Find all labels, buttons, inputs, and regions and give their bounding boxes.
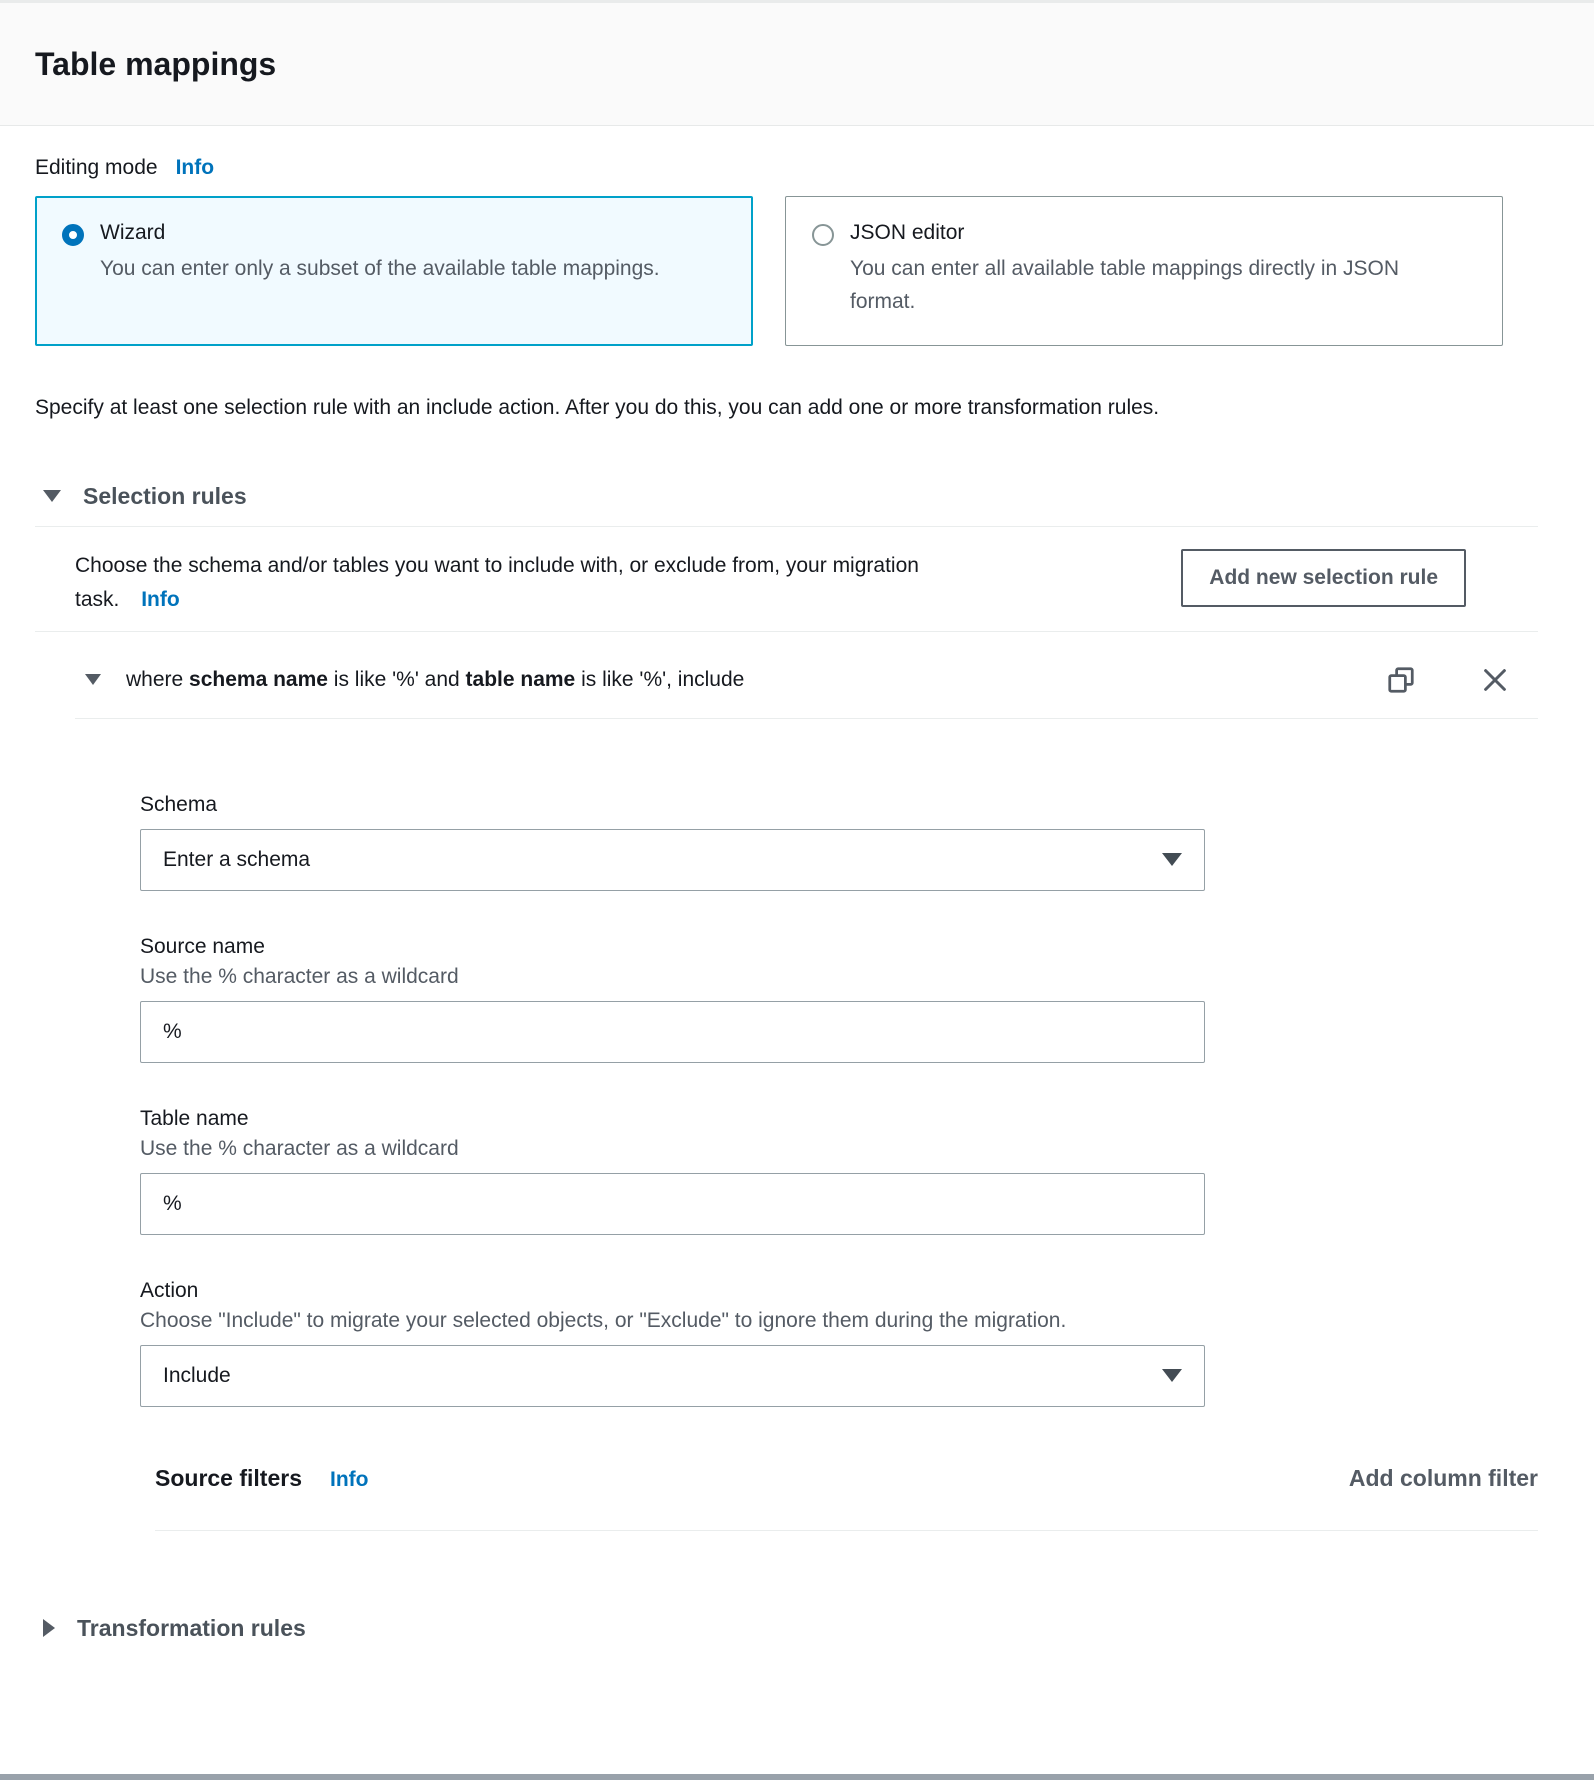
caret-down-icon [1162, 853, 1182, 866]
json-editor-radio[interactable] [812, 224, 834, 246]
action-label: Action [140, 1278, 199, 1302]
wizard-radio[interactable] [62, 224, 84, 246]
page-header [0, 0, 1594, 126]
source-filters-title: Source filters [155, 1464, 302, 1491]
editing-mode-info-link[interactable]: Info [175, 156, 215, 179]
rule-expand-chevron-down-icon[interactable] [85, 674, 101, 685]
divider [155, 1530, 1538, 1531]
selection-rules-info-link[interactable]: Info [141, 587, 180, 611]
radio-tile-json-editor[interactable] [785, 196, 1503, 346]
action-select-value: Include [163, 1363, 231, 1387]
selection-rules-intro-text: Specify at least one selection rule with an include action. After you do this, you can add one or more transformation rules. [35, 396, 1160, 419]
transformation-rules-title: Transformation rules [77, 1614, 306, 1641]
action-select[interactable] [140, 1345, 1205, 1407]
selection-rules-toolbar [75, 549, 1538, 617]
schema-select-value: Enter a schema [163, 847, 311, 871]
selection-rules-section-toggle[interactable] [43, 483, 1538, 510]
json-editor-option-label: JSON editor [850, 221, 965, 244]
editing-mode-options [35, 196, 1538, 346]
remove-rule-button[interactable] [1480, 665, 1510, 695]
action-hint: Choose "Include" to migrate your selected objects, or "Exclude" to ignore them during the migration. [140, 1308, 1067, 1332]
table-name-label: Table name [140, 1106, 249, 1130]
source-name-label: Source name [140, 934, 265, 958]
schema-label: Schema [140, 792, 218, 816]
table-name-hint: Use the % character as a wildcard [140, 1136, 459, 1160]
close-icon [1480, 665, 1510, 695]
selection-rule-form [140, 793, 1205, 1407]
table-name-field [140, 1107, 1205, 1235]
wizard-option-label: Wizard [100, 221, 166, 244]
add-column-filter-button[interactable]: Add column filter [1348, 1464, 1538, 1491]
add-new-selection-rule-button[interactable]: Add new selection rule [1181, 549, 1466, 607]
divider [35, 631, 1538, 632]
chevron-right-icon [43, 1619, 55, 1637]
json-editor-option-description: You can enter all available table mappings directly in JSON format. [850, 257, 1400, 313]
source-name-field [140, 935, 1205, 1063]
editing-mode-row [35, 156, 1538, 180]
chevron-down-icon [43, 490, 61, 502]
caret-down-icon [1162, 1369, 1182, 1382]
bottom-scrollbar-track[interactable] [0, 1774, 1594, 1780]
selection-rule-row [85, 658, 1538, 702]
divider [75, 718, 1538, 719]
selection-rules-description: Choose the schema and/or tables you want to include with, or exclude from, your migration task. Info [75, 553, 919, 611]
source-filters-row [155, 1465, 1538, 1492]
schema-select[interactable] [140, 829, 1205, 891]
editing-mode-label: Editing mode [35, 156, 158, 179]
table-mappings-panel [0, 126, 1594, 1642]
schema-field [140, 793, 1205, 891]
selection-rules-title: Selection rules [83, 482, 247, 509]
copy-icon [1386, 665, 1416, 695]
wizard-option-description: You can enter only a subset of the available table mappings. [100, 257, 660, 280]
page-title: Table mappings [35, 45, 277, 82]
source-name-input[interactable] [140, 1001, 1205, 1063]
source-filters-info-link[interactable]: Info [330, 1467, 369, 1491]
rule-summary-text: where schema name is like '%' and table name is like '%', include [126, 667, 745, 691]
duplicate-rule-button[interactable] [1386, 665, 1416, 695]
source-name-hint: Use the % character as a wildcard [140, 964, 459, 988]
table-name-input[interactable] [140, 1173, 1205, 1235]
action-field [140, 1279, 1205, 1407]
divider [35, 526, 1538, 527]
radio-tile-wizard[interactable] [35, 196, 753, 346]
transformation-rules-section-toggle[interactable] [43, 1615, 1538, 1642]
